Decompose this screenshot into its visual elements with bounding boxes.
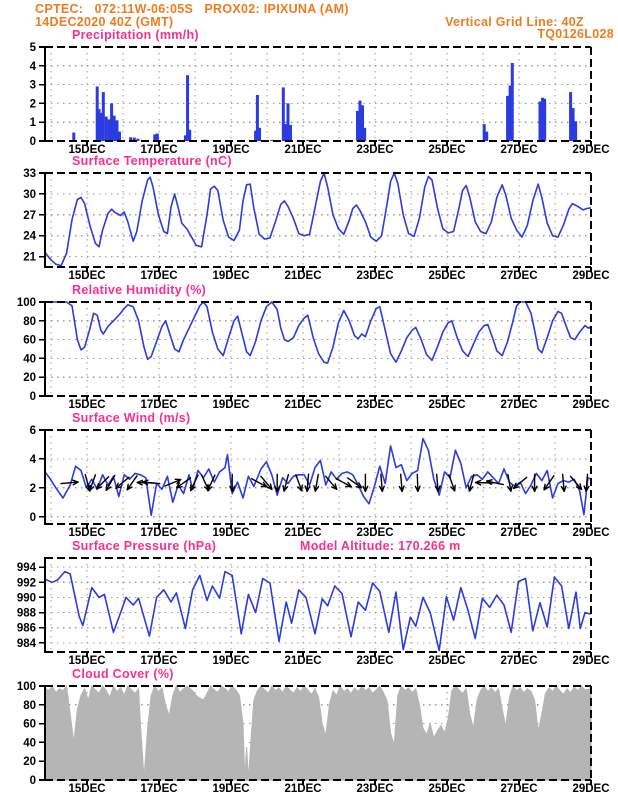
svg-text:0: 0 <box>29 511 36 524</box>
svg-text:15DEC: 15DEC <box>68 270 106 282</box>
svg-text:17DEC: 17DEC <box>140 783 178 795</box>
svg-text:29DEC: 29DEC <box>572 527 610 539</box>
svg-text:17DEC: 17DEC <box>140 527 178 539</box>
svg-text:19DEC: 19DEC <box>212 399 250 411</box>
svg-text:6: 6 <box>29 425 36 437</box>
svg-text:2: 2 <box>29 482 36 495</box>
svg-text:15DEC: 15DEC <box>68 655 106 667</box>
svg-text:29DEC: 29DEC <box>572 399 610 411</box>
svg-text:23DEC: 23DEC <box>356 527 394 539</box>
svg-text:19DEC: 19DEC <box>212 783 250 795</box>
svg-text:17DEC: 17DEC <box>140 655 178 667</box>
svg-text:15DEC: 15DEC <box>68 399 106 411</box>
svg-text:27DEC: 27DEC <box>500 527 538 539</box>
svg-text:27: 27 <box>23 209 36 222</box>
svg-text:23DEC: 23DEC <box>356 783 394 795</box>
pressure-chart <box>0 551 618 667</box>
svg-text:100: 100 <box>16 681 36 693</box>
svg-text:984: 984 <box>16 637 36 650</box>
svg-text:0: 0 <box>29 391 36 403</box>
header-station-line: CPTEC: 072:11W-06:05S PROX02: IPIXUNA (AM) <box>35 2 349 16</box>
svg-text:992: 992 <box>16 577 36 590</box>
svg-text:21DEC: 21DEC <box>284 399 322 411</box>
svg-text:21DEC: 21DEC <box>284 655 322 667</box>
svg-text:40: 40 <box>23 737 36 750</box>
svg-text:29DEC: 29DEC <box>572 655 610 667</box>
svg-text:40: 40 <box>23 353 36 366</box>
svg-text:20: 20 <box>23 756 36 769</box>
svg-text:15DEC: 15DEC <box>68 527 106 539</box>
svg-text:24: 24 <box>23 230 36 243</box>
svg-text:25DEC: 25DEC <box>428 270 466 282</box>
svg-text:988: 988 <box>16 607 36 620</box>
svg-text:60: 60 <box>23 334 36 347</box>
header-model-id: TQ0126L028 <box>537 27 614 41</box>
svg-text:990: 990 <box>16 592 36 605</box>
svg-text:986: 986 <box>16 622 36 635</box>
svg-text:27DEC: 27DEC <box>500 270 538 282</box>
svg-text:21DEC: 21DEC <box>284 527 322 539</box>
svg-text:21DEC: 21DEC <box>284 270 322 282</box>
svg-text:23DEC: 23DEC <box>356 399 394 411</box>
svg-text:80: 80 <box>23 315 36 328</box>
precipitation-chart <box>0 40 618 156</box>
svg-text:19DEC: 19DEC <box>212 270 250 282</box>
model-altitude-label: Model Altitude: 170.266 m <box>300 539 461 553</box>
temperature-title: Surface Temperature (nC) <box>72 154 232 168</box>
svg-text:2: 2 <box>29 98 36 111</box>
svg-text:23DEC: 23DEC <box>356 270 394 282</box>
humidity-chart <box>0 295 618 411</box>
svg-text:4: 4 <box>29 60 36 73</box>
svg-text:3: 3 <box>29 79 36 92</box>
svg-text:0: 0 <box>29 775 36 787</box>
svg-text:15DEC: 15DEC <box>68 144 106 156</box>
temperature-chart <box>0 166 618 282</box>
pressure-title: Surface Pressure (hPa) <box>72 539 217 553</box>
humidity-title: Relative Humidity (%) <box>72 283 207 297</box>
svg-text:80: 80 <box>23 699 36 712</box>
cloud-cover-chart <box>0 679 618 800</box>
svg-text:19DEC: 19DEC <box>212 144 250 156</box>
wind-chart <box>0 423 618 539</box>
header-init-time: 14DEC2020 40Z (GMT) <box>35 15 174 29</box>
svg-text:25DEC: 25DEC <box>428 655 466 667</box>
svg-text:27DEC: 27DEC <box>500 655 538 667</box>
svg-text:25DEC: 25DEC <box>428 144 466 156</box>
svg-text:5: 5 <box>29 42 36 54</box>
svg-text:23DEC: 23DEC <box>356 655 394 667</box>
cloud-cover-title: Cloud Cover (%) <box>72 667 174 681</box>
svg-text:994: 994 <box>16 562 36 575</box>
svg-text:21DEC: 21DEC <box>284 144 322 156</box>
svg-text:27DEC: 27DEC <box>500 399 538 411</box>
svg-text:17DEC: 17DEC <box>140 399 178 411</box>
svg-text:100: 100 <box>16 297 36 309</box>
svg-text:19DEC: 19DEC <box>212 655 250 667</box>
svg-text:25DEC: 25DEC <box>428 527 466 539</box>
svg-text:25DEC: 25DEC <box>428 783 466 795</box>
svg-text:4: 4 <box>29 453 36 466</box>
svg-text:20: 20 <box>23 372 36 385</box>
svg-text:17DEC: 17DEC <box>140 144 178 156</box>
svg-text:29DEC: 29DEC <box>572 270 610 282</box>
svg-text:19DEC: 19DEC <box>212 527 250 539</box>
svg-text:15DEC: 15DEC <box>68 783 106 795</box>
svg-text:33: 33 <box>23 168 36 180</box>
svg-text:1: 1 <box>29 117 36 130</box>
svg-text:29DEC: 29DEC <box>572 144 610 156</box>
svg-text:27DEC: 27DEC <box>500 144 538 156</box>
svg-text:25DEC: 25DEC <box>428 399 466 411</box>
svg-text:29DEC: 29DEC <box>572 783 610 795</box>
svg-text:60: 60 <box>23 718 36 731</box>
wind-title: Surface Wind (m/s) <box>72 411 191 425</box>
svg-text:0: 0 <box>29 136 36 148</box>
svg-text:21: 21 <box>23 251 36 264</box>
svg-text:23DEC: 23DEC <box>356 144 394 156</box>
precipitation-title: Precipitation (mm/h) <box>72 28 199 42</box>
svg-text:27DEC: 27DEC <box>500 783 538 795</box>
svg-text:30: 30 <box>23 188 36 201</box>
svg-text:17DEC: 17DEC <box>140 270 178 282</box>
header-grid-line-note: Vertical Grid Line: 40Z <box>445 15 584 29</box>
svg-text:21DEC: 21DEC <box>284 783 322 795</box>
